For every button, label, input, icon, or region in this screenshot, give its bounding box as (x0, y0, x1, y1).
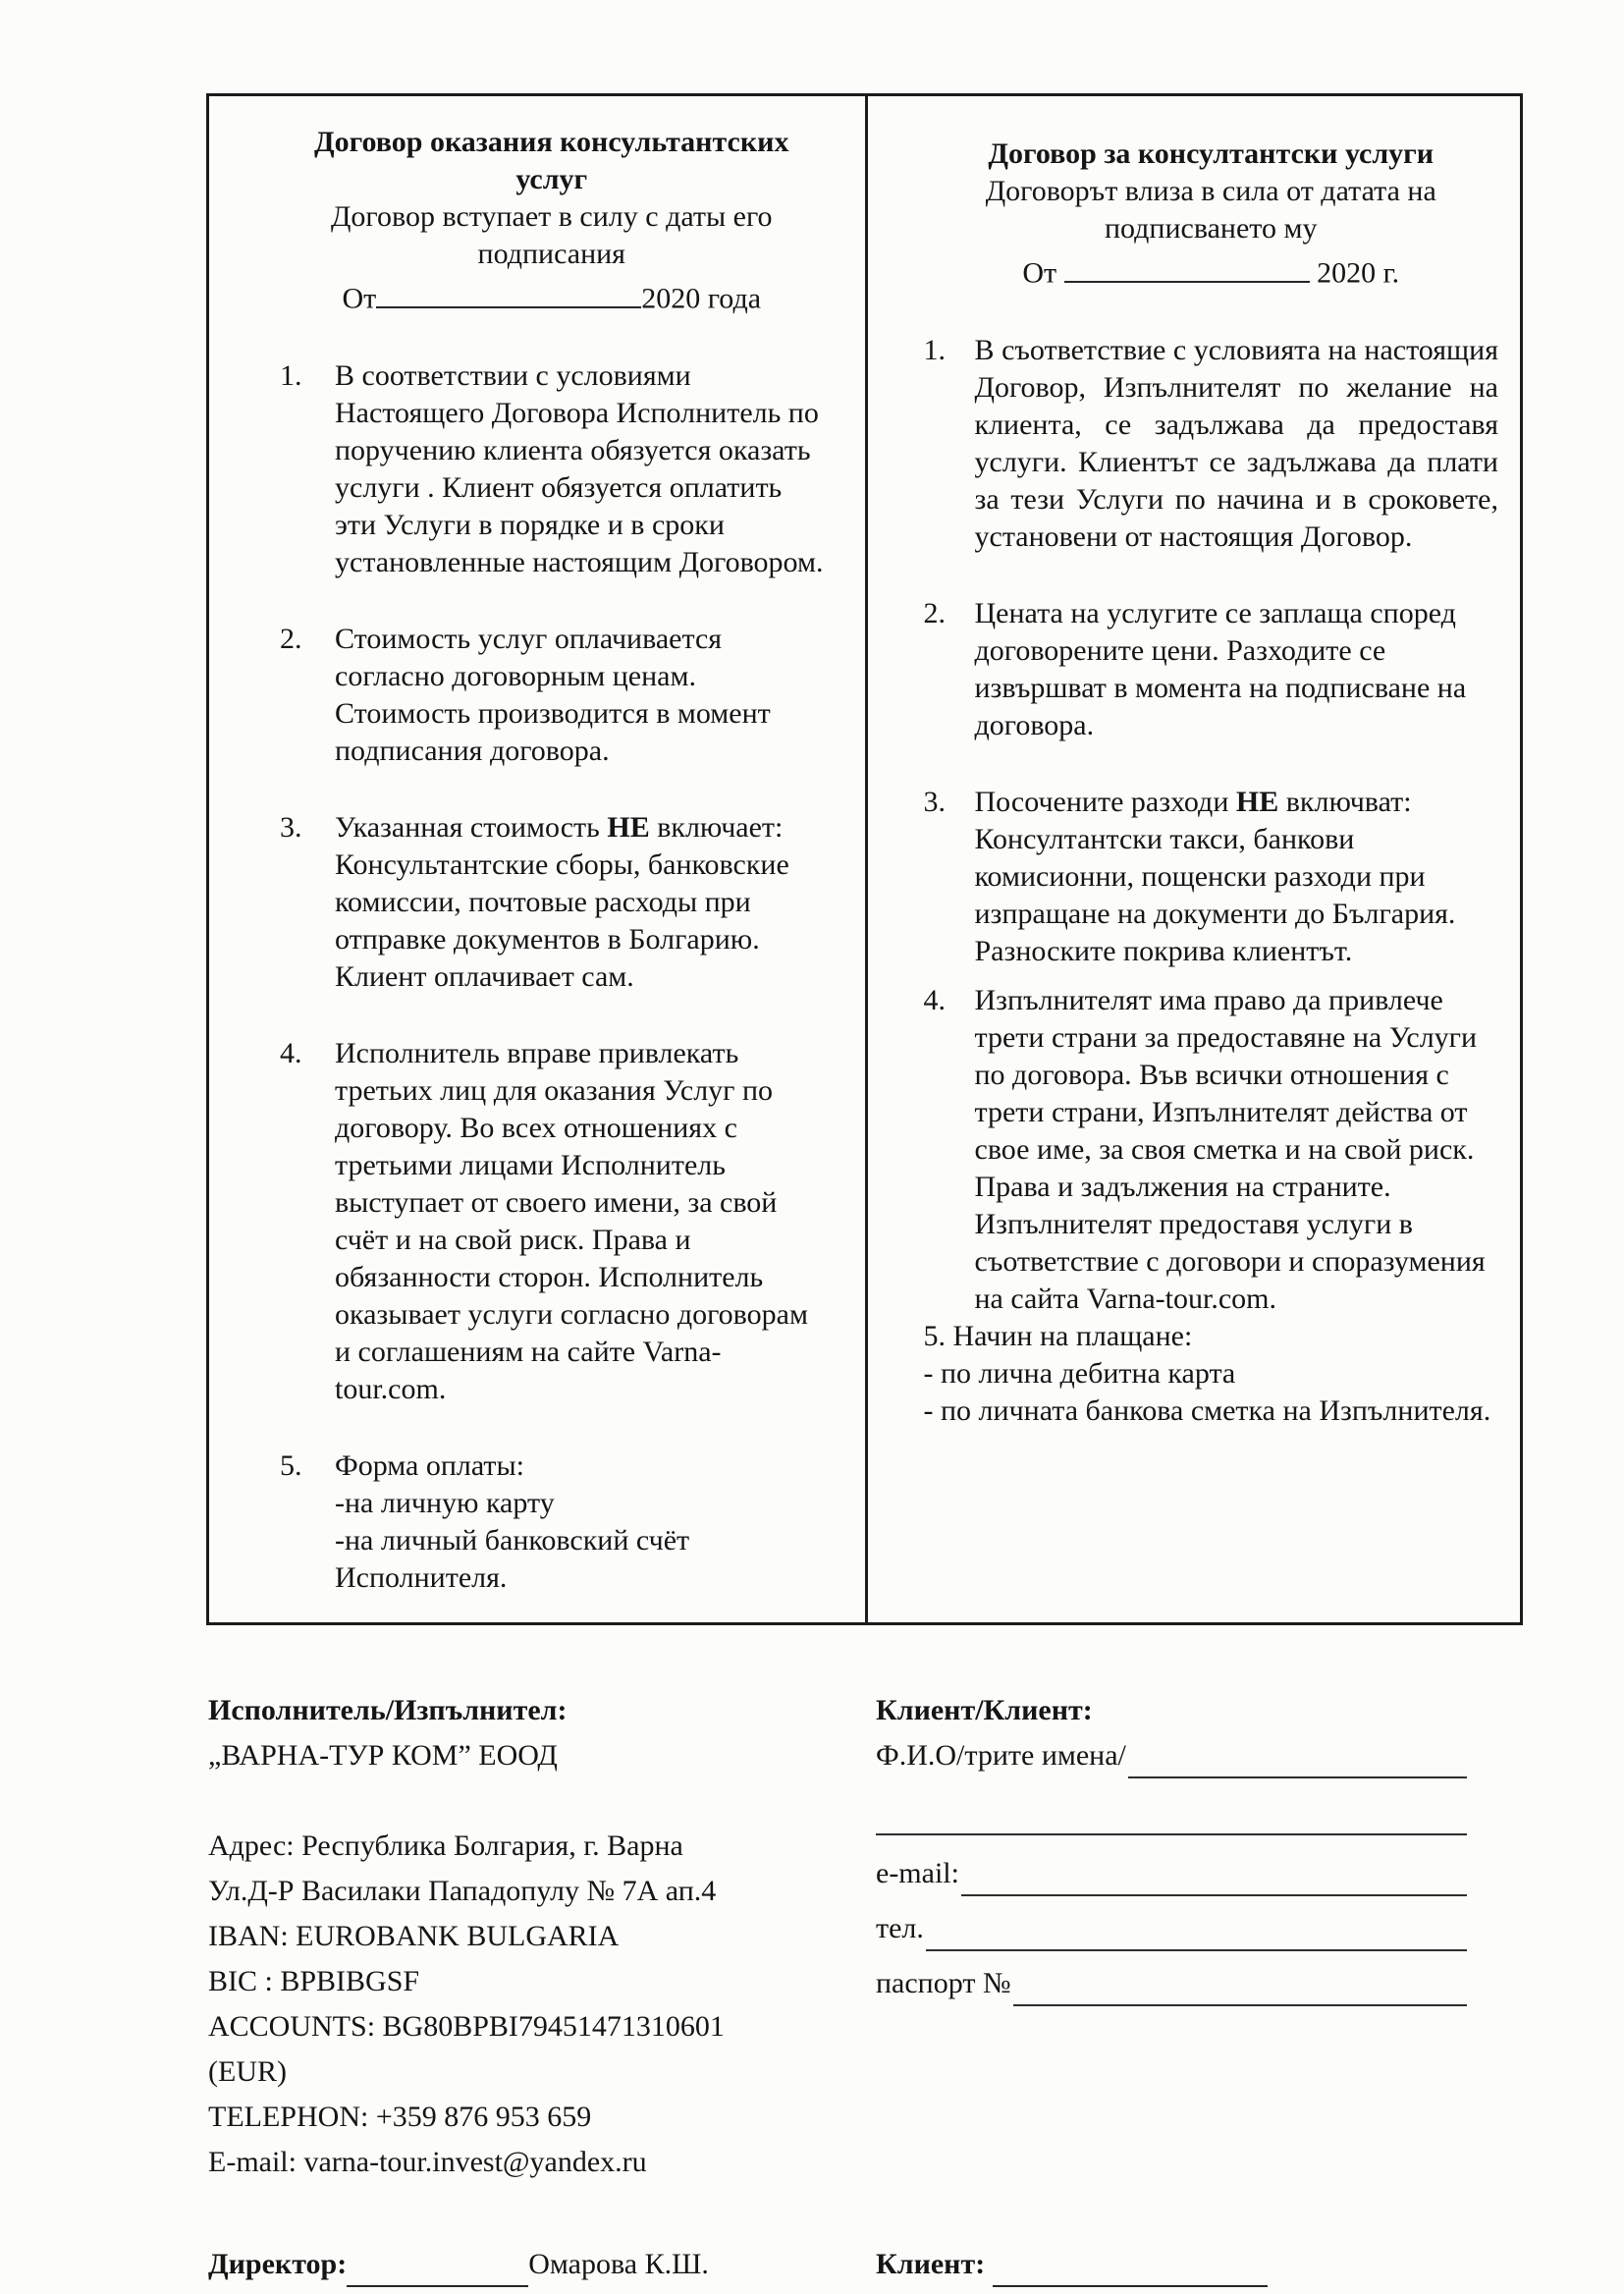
bulgarian-title: Договор за консултантски услуги (988, 137, 1435, 170)
client-fio-row (876, 1733, 1467, 1778)
client-email-label: e-mail: (876, 1856, 959, 1889)
clause-number: 4. (923, 983, 946, 1016)
executor-details (208, 1824, 841, 2185)
client-passport-label: паспорт № (876, 1966, 1011, 1999)
contract-clause (924, 595, 1499, 744)
clause-text: Стоимость услуг оплачивается согласно договорным ценам. Стоимость производится в момент подписания договора. (335, 622, 771, 767)
executor-block (208, 1688, 841, 2185)
clause-subline: -на личную карту (335, 1486, 555, 1519)
bulgarian-clauses-list (924, 332, 1499, 1318)
clause-text: В съответствие с условията на настоящия Договор, Изпълнителят по желание на клиента, се задължава да предоставя услуги. Клиентът се задължава да плати за тези Услуги по начина и в сроковете, установени от настоящия Договор. (974, 333, 1498, 553)
russian-clauses-list (280, 357, 824, 1597)
clause-number: 1. (923, 333, 946, 366)
bulgarian-header (924, 136, 1499, 293)
date-suffix: 2020 г. (1317, 256, 1400, 290)
contract-table (206, 93, 1523, 1625)
email-blank-line (961, 1863, 1467, 1896)
text-line: - по лична дебитна карта (923, 1356, 1236, 1390)
russian-subtitle: Договор вступает в силу с даты его подписания (330, 200, 773, 270)
director-name: Омарова К.Ш. (528, 2247, 709, 2280)
text-line: TELEPHON: +359 876 953 659 (208, 2100, 592, 2133)
clause-number: 2. (280, 622, 302, 655)
text-line: BIC : BPBIBGSF (208, 1964, 420, 1997)
client-signature-line (993, 2254, 1268, 2287)
contract-clause (280, 621, 824, 770)
text-line: IBAN: EUROBANK BULGARIA (208, 1919, 620, 1952)
contract-clause (280, 357, 824, 581)
date-blank-line (376, 275, 641, 308)
clause-text: Указанная стоимость НЕ включает: Консультантские сборы, банковские комиссии, почтовые расходы при отправке документов в Болгарию. Клиент оплачивает сам. (335, 810, 789, 993)
clause-text: В соответствии с условиями Настоящего Договора Исполнитель по поручению клиента обязуется оказать услуги . Клиент обязуется оплатить эти Услуги в порядке и в сроки установленные настоящим Договором. (335, 358, 824, 578)
contract-clause (924, 784, 1499, 970)
text-line: E-mail: varna-tour.invest@yandex.ru (208, 2145, 647, 2178)
clause-text: Форма оплаты: -на личную карту -на личный банковский счёт Исполнителя. (335, 1447, 824, 1597)
date-suffix: 2020 года (641, 282, 762, 315)
client-sign-label: Клиент: (876, 2247, 986, 2280)
text-line: ACCOUNTS: BG80BPBI79451471310601 (208, 2009, 725, 2043)
date-blank-line (1064, 249, 1310, 283)
payment-method-block (924, 1318, 1499, 1430)
director-signature-row (208, 2242, 841, 2287)
russian-column (209, 96, 865, 1622)
executor-label: Исполнитель/Изпълнител: (208, 1693, 568, 1726)
tel-blank-line (926, 1918, 1467, 1951)
clause-number: 3. (280, 810, 302, 844)
russian-header (280, 124, 824, 318)
fio-blank-line (1128, 1745, 1467, 1778)
contract-clause (280, 1035, 824, 1408)
clause-text: Цената на услугите се заплаща според договорените цени. Разходите се извършват в момента на подписване на договора. (974, 596, 1467, 741)
client-email-row (876, 1851, 1467, 1896)
parties-section (0, 1625, 1624, 2185)
bulgarian-subtitle: Договорът влиза в сила от датата на подписването му (985, 175, 1436, 245)
clause-number: 4. (280, 1036, 302, 1069)
director-signature-line (347, 2254, 528, 2287)
passport-blank-line (1013, 1973, 1467, 2006)
clause-text: Исполнитель вправе привлекать третьих лиц для оказания Услуг по договору. Во всех отношениях с третьими лицами Исполнитель выступает от своего имени, за свой счёт и на свой риск. Права и обязанности сторон. Исполнитель оказывает услуги согласно договорам и соглашениям на сайте Varna-tour.com. (335, 1036, 808, 1405)
payment-heading: 5. Начин на плащане: (923, 1319, 1193, 1352)
contract-clause (280, 1447, 824, 1597)
clause-text: Изпълнителят има право да привлече трети страни за предоставяне на Услуги по договора. Във всички отношения с трети страни, Изпълнителят действа от свое име, за своя сметка и на свой риск. Права и задължения на страните. Изпълнителят предоставя услуги в съответствие с договори и споразумения на сайта Varna-tour.com. (974, 983, 1486, 1315)
contract-clause (280, 809, 824, 996)
client-tel-row (876, 1906, 1467, 1951)
bulgarian-date-line (924, 249, 1499, 293)
payment-lines (924, 1355, 1499, 1430)
client-label: Клиент/Клиент: (876, 1693, 1093, 1726)
director-label: Директор: (208, 2247, 348, 2280)
contract-clause (924, 332, 1499, 556)
clause-number: 3. (923, 785, 946, 818)
text-line: Адрес: Республика Болгария, г. Варна (208, 1829, 683, 1862)
signature-section (0, 2185, 1624, 2287)
clause-number: 5. (280, 1448, 302, 1482)
clause-text: Посочените разходи НЕ включват: Консултантски такси, банкови комисионни, пощенски разходи при изпращане на документи до България. Разноските покрива клиентът. (974, 785, 1456, 967)
client-passport-row (876, 1961, 1467, 2006)
text-line: (EUR) (208, 2054, 287, 2088)
date-prefix: От (1022, 256, 1057, 290)
russian-title: Договор оказания консультантских услуг (314, 126, 789, 195)
fio-blank-line-2 (876, 1810, 1467, 1835)
clause-subline: -на личный банковский счёт Исполнителя. (335, 1523, 690, 1594)
client-tel-label: тел. (876, 1911, 924, 1944)
date-prefix: От (342, 282, 377, 315)
contract-clause (924, 982, 1499, 1318)
text-line: - по личната банкова сметка на Изпълнителя. (923, 1393, 1491, 1427)
client-signature-row (876, 2242, 1467, 2287)
client-fio-label: Ф.И.О/трите имена/ (876, 1738, 1126, 1772)
clause-number: 2. (923, 596, 946, 629)
clause-number: 1. (280, 358, 302, 392)
executor-company-name: „ВАРНА-ТУР КОМ” ЕООД (208, 1738, 558, 1772)
russian-date-line (280, 275, 824, 318)
client-block (876, 1688, 1467, 2185)
text-line: Ул.Д-Р Василаки Пападопулу № 7А ап.4 (208, 1874, 717, 1907)
bulgarian-column (865, 96, 1521, 1622)
